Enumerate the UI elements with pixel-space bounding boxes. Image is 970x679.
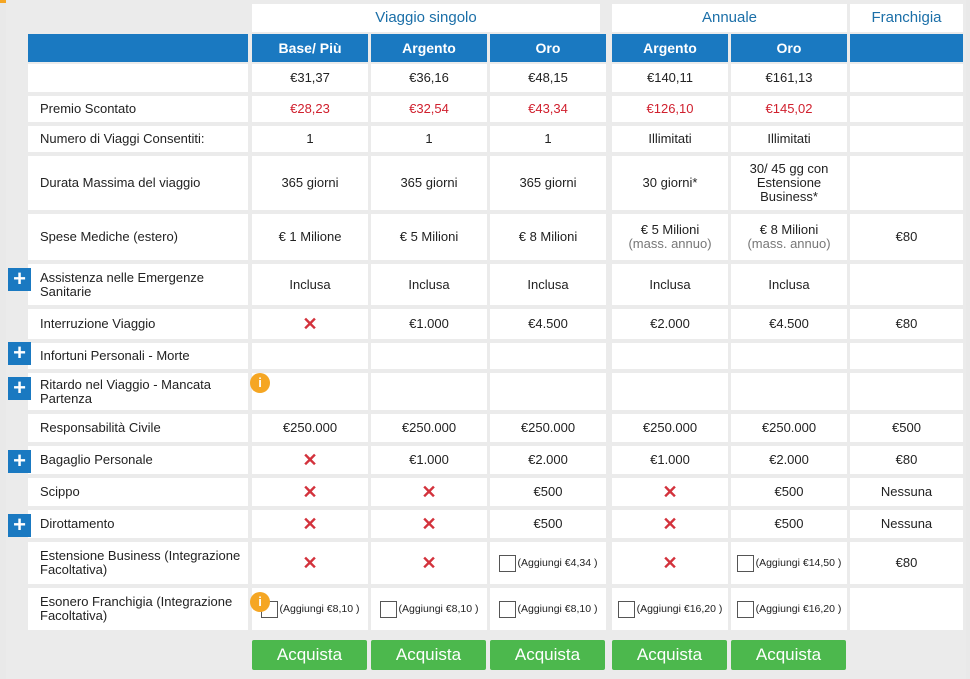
addon-price-label: (Aggiungi €14,50 ) [755,557,842,569]
checkbox-icon[interactable] [380,601,397,618]
addon-price-label: (Aggiungi €4,34 ) [517,557,598,569]
plan-header: Oro [490,34,606,62]
red-x-icon: ✕ [612,510,728,538]
table-cell [850,126,963,152]
table-cell: €126,10 [612,96,728,122]
addon-checkbox[interactable] [499,555,598,572]
table-cell [612,373,728,410]
row-label: Interruzione Viaggio [28,309,248,339]
table-cell: €1.000 [371,309,487,339]
red-x-icon: ✕ [371,542,487,584]
table-cell [252,343,368,369]
table-cell: €4.500 [490,309,606,339]
cell-subvalue: (mass. annuo) [628,236,712,251]
row-label: Esonero Franchigia (Integrazione Facoltativa) [28,588,248,630]
cell-value: € 8 Milioni [759,222,819,237]
table-cell: €36,16 [371,64,487,92]
table-cell: Nessuna [850,478,963,506]
table-cell: €4.500 [731,309,847,339]
addon-checkbox[interactable] [499,601,598,618]
addon-checkbox[interactable] [737,601,842,618]
row-label: Dirottamento [28,510,248,538]
red-x-icon: ✕ [612,542,728,584]
addon-checkbox-cell[interactable] [490,588,606,630]
addon-checkbox[interactable] [737,555,842,572]
cell-subvalue: (mass. annuo) [747,236,831,251]
red-x-icon: ✕ [371,478,487,506]
table-cell: Inclusa [731,264,847,305]
table-cell: €500 [731,478,847,506]
table-cell: €28,23 [252,96,368,122]
plan-header: Base/ Più [252,34,368,62]
info-icon[interactable]: i [250,592,270,612]
plus-icon[interactable]: + [8,514,31,537]
addon-price-label: (Aggiungi €8,10 ) [279,603,360,615]
checkbox-icon[interactable] [737,601,754,618]
red-x-icon: ✕ [252,542,368,584]
table-cell: €500 [850,414,963,442]
table-cell: €140,11 [612,64,728,92]
buy-button[interactable]: Acquista [371,640,486,670]
addon-checkbox-cell[interactable] [612,588,728,630]
table-cell: 1 [252,126,368,152]
red-x-icon: ✕ [371,510,487,538]
row-label [28,64,248,92]
group-header-annual: Annuale [612,4,847,32]
table-cell: €145,02 [731,96,847,122]
table-cell: €48,15 [490,64,606,92]
table-cell: €1.000 [612,446,728,474]
red-x-icon: ✕ [252,446,368,474]
plus-icon[interactable]: + [8,342,31,365]
addon-checkbox-cell[interactable] [731,542,847,584]
table-cell: €500 [731,510,847,538]
table-cell: €250.000 [731,414,847,442]
checkbox-icon[interactable] [499,601,516,618]
table-cell: €250.000 [490,414,606,442]
checkbox-icon[interactable] [499,555,516,572]
red-x-icon: ✕ [252,478,368,506]
addon-price-label: (Aggiungi €16,20 ) [755,603,842,615]
table-cell: 365 giorni [490,156,606,210]
table-cell: €161,13 [731,64,847,92]
row-label: Ritardo nel Viaggio - Mancata Partenza [28,373,248,410]
red-x-icon: ✕ [252,309,368,339]
table-cell: €80 [850,309,963,339]
row-label: Spese Mediche (estero) [28,214,248,260]
table-cell: €80 [850,446,963,474]
table-cell: 1 [371,126,487,152]
table-cell: 30/ 45 gg con Estensione Business* [731,156,847,210]
plan-header: Argento [612,34,728,62]
table-cell: €80 [850,214,963,260]
table-cell [490,343,606,369]
table-cell [850,588,963,630]
table-cell: € 5 Milioni [371,214,487,260]
table-cell: Illimitati [612,126,728,152]
plus-icon[interactable]: + [8,450,31,473]
table-cell [731,214,847,260]
table-cell: €32,54 [371,96,487,122]
table-cell: €250.000 [371,414,487,442]
buy-button[interactable]: Acquista [731,640,846,670]
info-icon[interactable]: i [250,373,270,393]
buy-button[interactable]: Acquista [612,640,727,670]
row-label: Scippo [28,478,248,506]
table-cell: 365 giorni [371,156,487,210]
table-cell [850,264,963,305]
checkbox-icon[interactable] [737,555,754,572]
addon-checkbox[interactable] [261,601,360,618]
addon-checkbox-cell[interactable] [490,542,606,584]
table-cell: 1 [490,126,606,152]
table-cell [850,373,963,410]
table-cell [850,96,963,122]
row-label: Numero di Viaggi Consentiti: [28,126,248,152]
addon-checkbox-cell[interactable] [252,588,368,630]
table-cell: Illimitati [731,126,847,152]
table-cell: Inclusa [371,264,487,305]
table-cell [371,373,487,410]
table-cell: € 1 Milione [252,214,368,260]
table-cell [850,156,963,210]
table-cell [490,373,606,410]
addon-checkbox[interactable] [618,601,723,618]
table-cell [612,343,728,369]
table-cell: €80 [850,542,963,584]
checkbox-icon[interactable] [618,601,635,618]
table-cell: € 8 Milioni [490,214,606,260]
table-cell: €1.000 [371,446,487,474]
row-label: Bagaglio Personale [28,446,248,474]
table-cell: €43,34 [490,96,606,122]
table-cell [850,343,963,369]
group-header-franchise: Franchigia [850,4,963,32]
table-cell [731,373,847,410]
row-label: Estensione Business (Integrazione Facoltativa) [28,542,248,584]
table-cell [850,64,963,92]
plan-header: Argento [371,34,487,62]
table-cell: €500 [490,478,606,506]
buy-button[interactable]: Acquista [252,640,367,670]
row-label: Durata Massima del viaggio [28,156,248,210]
buy-button[interactable]: Acquista [490,640,605,670]
table-cell: Inclusa [612,264,728,305]
table-cell: €2.000 [731,446,847,474]
addon-checkbox-cell[interactable] [371,588,487,630]
cell-value: € 5 Milioni [640,222,700,237]
addon-checkbox[interactable] [380,601,479,618]
plan-header-franchise [850,34,963,62]
table-cell: €2.000 [612,309,728,339]
row-label: Infortuni Personali - Morte [28,343,248,369]
header-label-cell [28,34,248,62]
plus-icon[interactable]: + [8,377,31,400]
row-label: Responsabilità Civile [28,414,248,442]
table-cell [371,343,487,369]
plus-icon[interactable]: + [8,268,31,291]
table-cell [252,373,368,410]
table-cell: Inclusa [490,264,606,305]
table-cell: €250.000 [612,414,728,442]
table-cell [731,343,847,369]
table-cell: 365 giorni [252,156,368,210]
addon-price-label: (Aggiungi €16,20 ) [636,603,723,615]
table-cell: €500 [490,510,606,538]
group-header-single: Viaggio singolo [252,4,600,32]
plan-header: Oro [731,34,847,62]
table-cell: 30 giorni* [612,156,728,210]
table-cell: Inclusa [252,264,368,305]
addon-price-label: (Aggiungi €8,10 ) [398,603,479,615]
row-label: Assistenza nelle Emergenze Sanitarie [28,264,248,305]
table-cell: Nessuna [850,510,963,538]
row-label: Premio Scontato [28,96,248,122]
red-x-icon: ✕ [612,478,728,506]
table-cell: €250.000 [252,414,368,442]
addon-price-label: (Aggiungi €8,10 ) [517,603,598,615]
red-x-icon: ✕ [252,510,368,538]
table-cell: €31,37 [252,64,368,92]
table-cell: €2.000 [490,446,606,474]
table-cell [612,214,728,260]
addon-checkbox-cell[interactable] [731,588,847,630]
